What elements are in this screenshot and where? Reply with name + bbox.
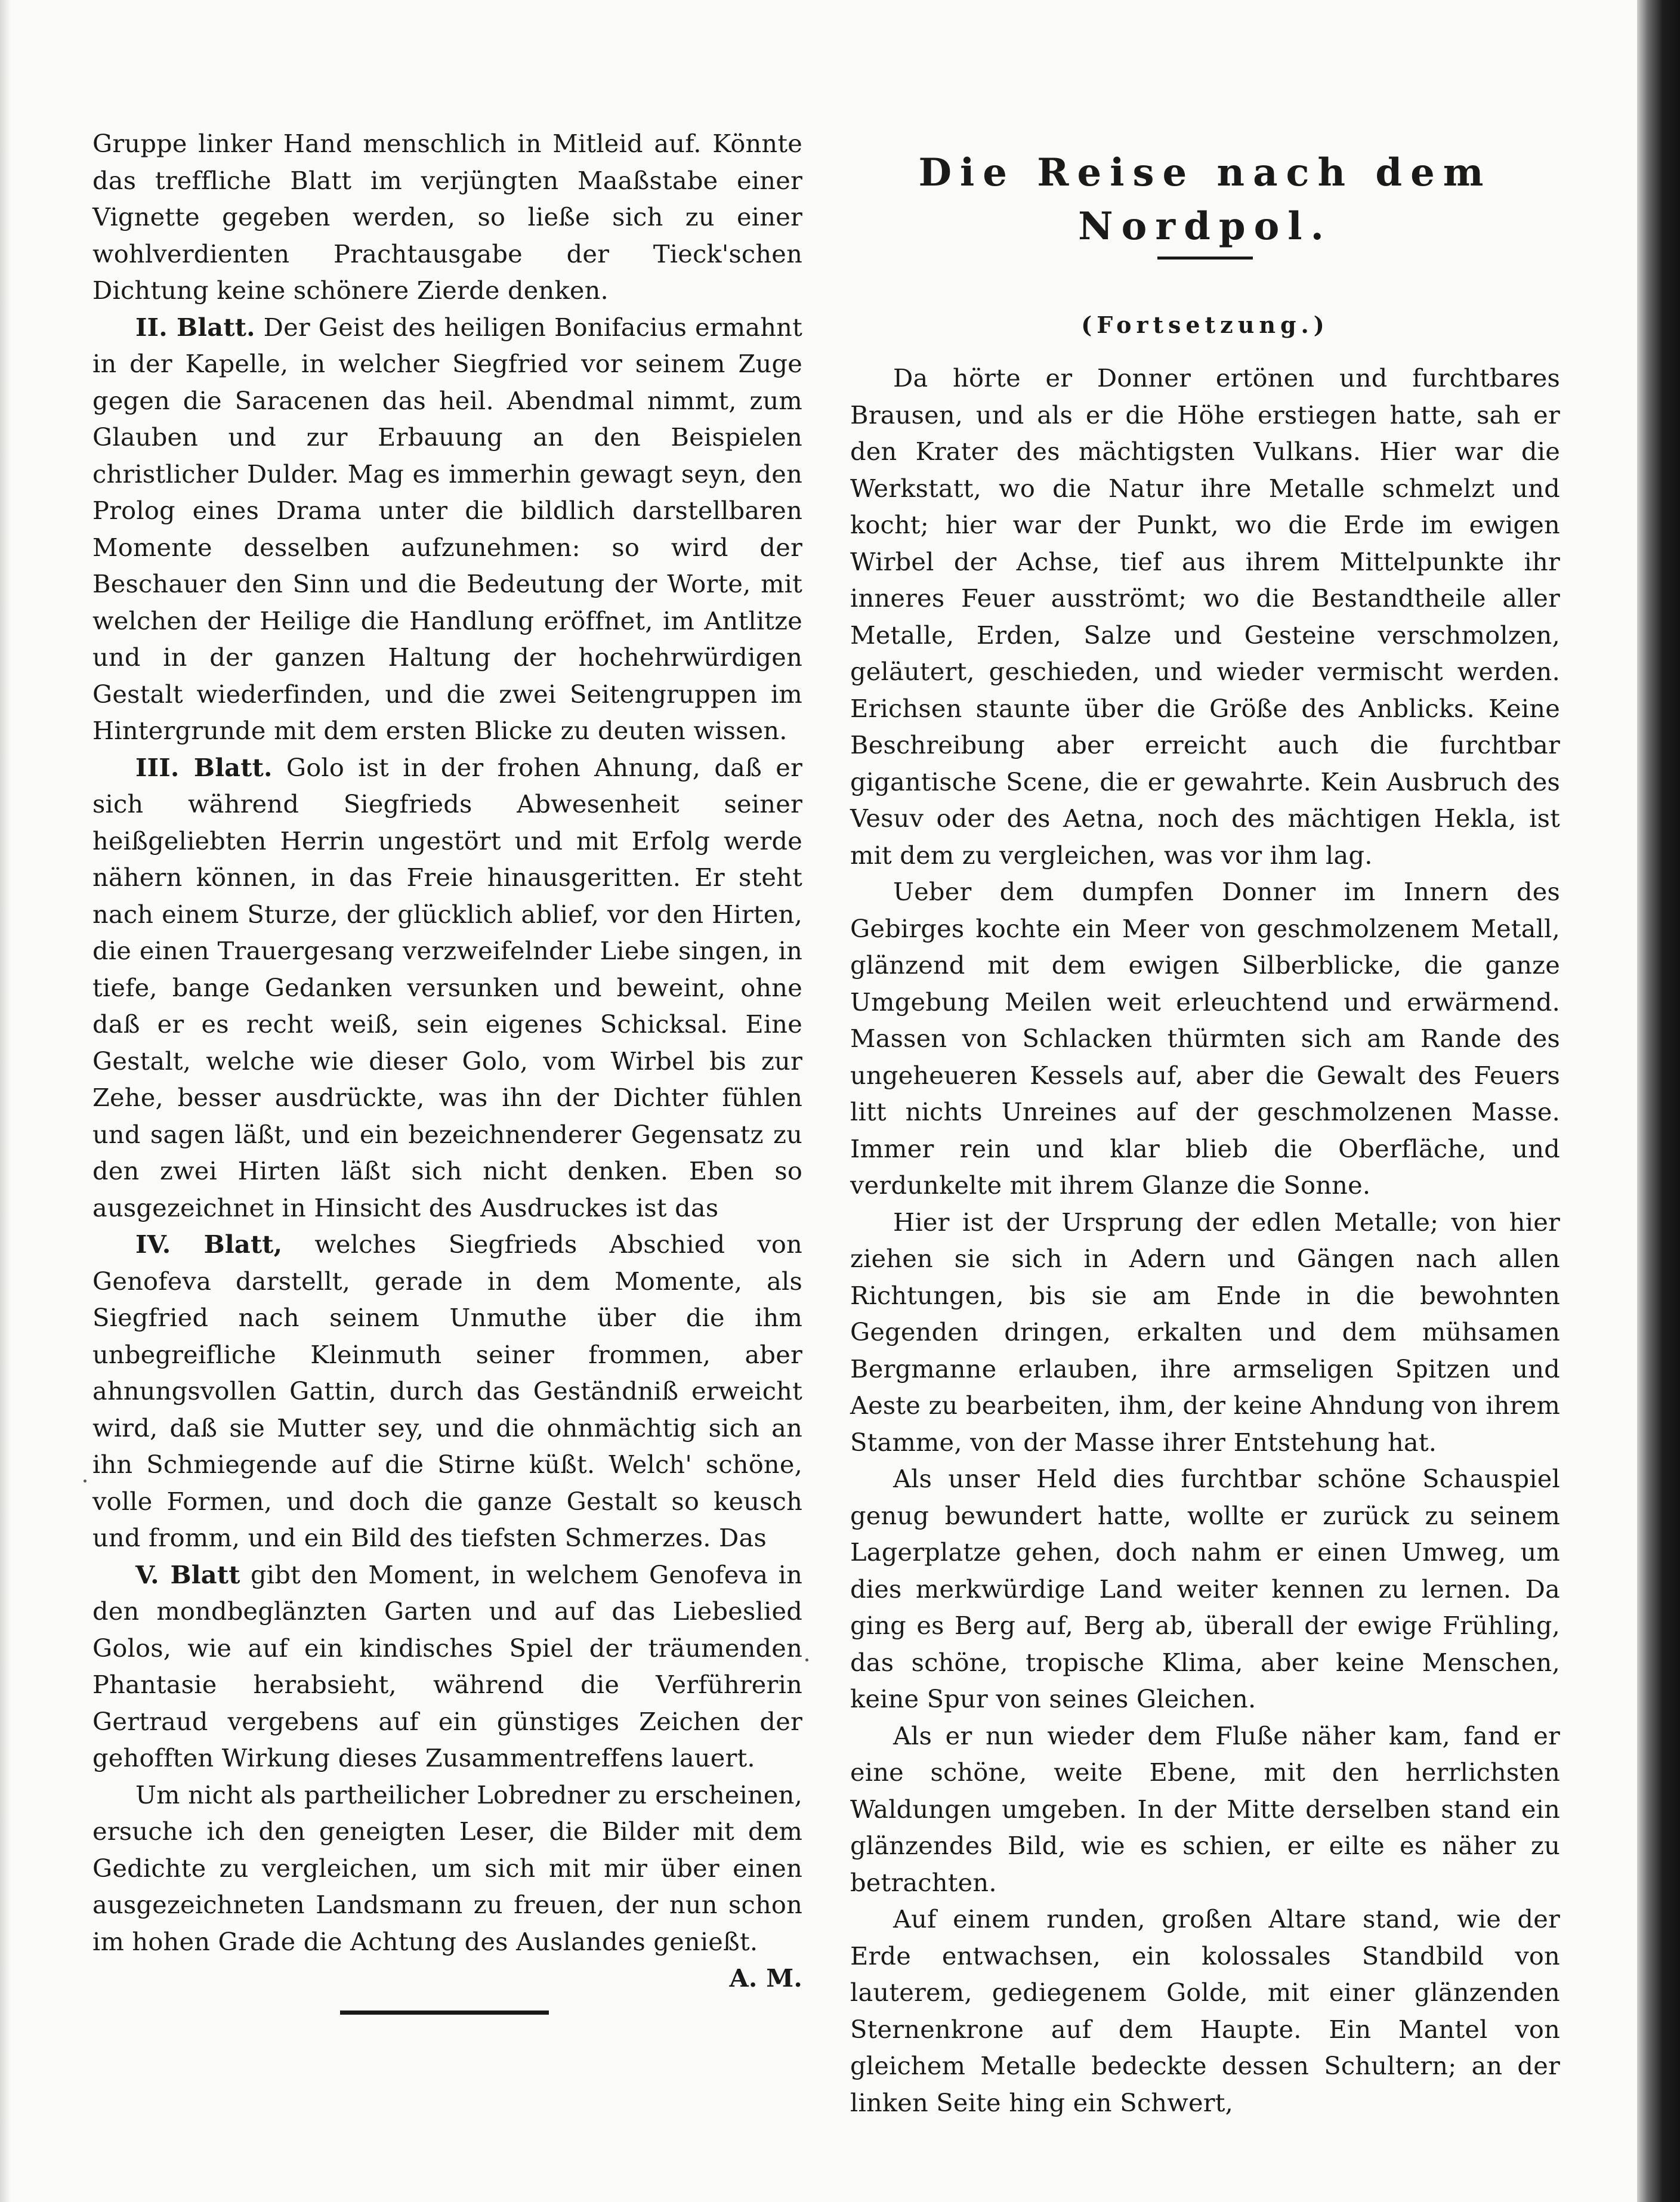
article-title: Die Reise nach dem Nordpol. <box>918 150 1492 249</box>
blatt-5-text: gibt den Moment, in welchem Genofeva in den mondbeglänzten Garten und auf das Liebeslied Golos, wie auf ein kindisches Spiel der träumenden Phantasie herabsieht, während die Verführerin Gertraud vergebens auf ein günstiges Zeichen der gehofften Wirkung dieses Zusammentreffens lauert. <box>92 1559 803 1772</box>
right-paragraph-6: Auf einem runden, großen Altare stand, wie der Erde entwachsen, ein kolossales Standbild von lauterem, gediegenem Golde, mit einer glänzenden Sternenkrone auf dem Haupte. Ein Mantel von gleichem Metalle bedeckte dessen Schultern; an der linken Seite hing ein Schwert, <box>850 1904 1560 2117</box>
blatt-4-paragraph <box>92 1226 802 1556</box>
scan-speck <box>84 1480 87 1483</box>
blatt-2-paragraph <box>92 309 802 749</box>
closing-text: Um nicht als partheilicher Lobredner zu erscheinen, ersuche ich den geneigten Leser, die Bilder mit dem Gedichte zu vergleichen, um sich mit mir über einen ausgezeichneten Landsmann zu freuen, der nun schon im hohen Grade die Achtung des Auslandes genießt. <box>92 1780 802 1956</box>
blatt-4-text: welches Siegfrieds Abschied von Genofeva darstellt, gerade in dem Momente, als Siegfried nach seinem Unmuthe über die ihm unbegreifliche Kleinmuth seiner frommen, aber ahnungsvollen Gattin, durch das Geständniß erweicht wird, daß sie Mutter sey, und die ohnmächtig sich an ihn Schmiegende auf die Stirne küßt. Welch' schöne, volle Formen, und doch die ganze Gestalt so keusch und fromm, und ein Bild des tiefsten Schmerzes. Das <box>92 1230 802 1552</box>
right-paragraph-2: Ueber dem dumpfen Donner im Innern des Gebirges kochte ein Meer von geschmolzenem Metall, glänzend mit dem ewigen Silberblicke, die ganze Umgebung Meilen weit erleuchtend und erwärmend. Massen von Schlacken thürmten sich am Rande des ungeheueren Kessels auf, aber die Gewalt des Feuers litt nichts Unreines auf der geschmolzenen Masse. Immer rein und klar blieb die Oberfläche, und verdunkelte mit ihrem Glanze die Sonne. <box>850 877 1560 1200</box>
signature: A. M. <box>729 1963 802 1993</box>
closing-paragraph <box>92 1777 802 1993</box>
right-column <box>850 122 1560 2121</box>
scan-speck <box>805 1659 808 1661</box>
right-paragraph-1: Da hörte er Donner ertönen und furchtbares Brausen, und als er die Höhe erstiegen hatte, sah er den Krater des mächtigsten Vulkans. Hier war die Werkstatt, wo die Natur ihre Metalle schmelzt und kocht; hier war der Punkt, wo die Erde im ewigen Wirbel der Achse, tief aus ihrem Mittelpunkte ihr inneres Feuer ausströmt; wo die Bestandtheile aller Metalle, Erden, Salze und Gesteine verschmolzen, geläutert, geschieden, und wieder vermischt werden. Erichsen staunte über die Größe des Anblicks. Keine Beschreibung aber erreicht auch die furchtbar gigantische Scene, die er gewahrte. Kein Ausbruch des Vesuv oder des Aetna, noch des mächtigen Hekla, ist mit dem zu vergleichen, was vor ihm lag. <box>850 363 1560 870</box>
blatt-3-paragraph <box>92 749 802 1227</box>
scan-edge-right <box>1637 0 1680 2202</box>
right-paragraph-4: Als unser Held dies furchtbar schöne Schauspiel genug bewundert hatte, wollte er zurück zu seinem Lagerplatze gehen, doch nahm er einen Umweg, um dies merkwürdige Land weiter kennen zu lernen. Da ging es Berg auf, Berg ab, überall der ewige Frühling, das schöne, tropische Klima, aber keine Menschen, keine Spur von seines Gleichen. <box>850 1464 1560 1713</box>
title-rule <box>1157 257 1253 260</box>
blatt-5-paragraph <box>92 1556 802 1777</box>
scan-edge-left <box>0 0 11 2202</box>
blatt-3-lead: III. Blatt. <box>135 752 273 782</box>
blatt-4-lead: IV. Blatt, <box>135 1230 283 1259</box>
left-paragraph-1: Gruppe linker Hand menschlich in Mitleid auf. Könnte das treffliche Blatt im verjüngten Maaßstabe einer Vignette gegeben werden, so ließe sich zu einer wohlverdienten Prachtausgabe der Tieck'schen Dichtung keine schönere Zierde denken. <box>92 129 802 305</box>
left-column <box>92 125 802 1997</box>
blatt-2-lead: II. Blatt. <box>135 312 255 342</box>
article-subtitle: (Fortsetzung.) <box>1081 311 1329 338</box>
blatt-3-text: Golo ist in der frohen Ahnung, daß er sich während Siegfrieds Abwesenheit seiner heißgeliebten Herrin ungestört und mit Erfolg werde nähern können, in das Freie hinausgeritten. Er steht nach einem Sturze, der glücklich ablief, vor den Hirten, die einen Trauergesang verzweifelnder Liebe singen, in tiefe, bange Gedanken versunken und beweint, ohne daß er es recht weiß, sein eigenes Schicksal. Eine Gestalt, welche wie dieser Golo, vom Wirbel bis zur Zehe, besser ausdrückte, was ihn der Dichter fühlen und sagen läßt, und ein bezeichnenderer Gegensatz zu den zwei Hirten läßt sich nicht denken. Eben so ausgezeichnet in Hinsicht des Ausdruckes ist das <box>92 752 802 1222</box>
blatt-5-lead: V. Blatt <box>135 1559 240 1589</box>
article-end-rule <box>340 2010 549 2015</box>
right-paragraph-5: Als er nun wieder dem Fluße näher kam, fand er eine schöne, weite Ebene, mit den herrlichsten Waldungen umgeben. In der Mitte derselben stand ein glänzendes Bild, wie es schien, er eilte es näher zu betrachten. <box>850 1721 1560 1897</box>
blatt-2-text: Der Geist des heiligen Bonifacius ermahnt in der Kapelle, in welcher Siegfried vor seinem Zuge gegen die Saracenen das heil. Abendmal nimmt, zum Glauben und zur Erbauung an den Beispielen christlicher Dulder. Mag es immerhin gewagt seyn, den Prolog eines Drama unter die bildlich darstellbaren Momente desselben aufzunehmen: so wird der Beschauer den Sinn und die Bedeutung der Worte, mit welchen der Heilige die Handlung eröffnet, im Antlitze und in der ganzen Haltung der hochehrwürdigen Gestalt wiederfinden, und die zwei Seitengruppen im Hintergrunde mit dem ersten Blicke zu deuten wissen. <box>92 312 802 745</box>
right-paragraph-3: Hier ist der Ursprung der edlen Metalle; von hier ziehen sie sich in Adern und Gängen nach allen Richtungen, bis sie am Ende in die bewohnten Gegenden dringen, erkalten und dem mühsamen Bergmanne erlauben, ihre armseligen Spitzen und Aeste zu bearbeiten, ihm, der keine Ahndung von ihrem Stamme, von der Masse ihrer Entstehung hat. <box>850 1207 1560 1457</box>
